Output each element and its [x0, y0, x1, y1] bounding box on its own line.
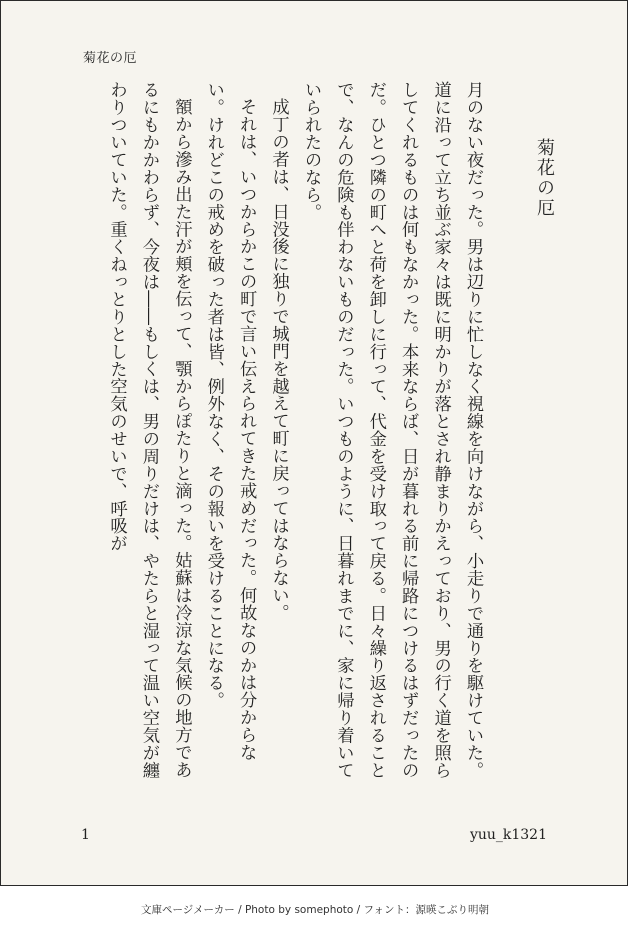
paragraph: 額から滲み出た汗が頬を伝って、顎からぽたりと滴った。姑蘇は冷涼な気候の地方であるにもかかわらず、今夜は――もしくは、男の周りだけは、やたらと湿って温い空気が纏わりついていた。重くねっとりとした空気のせいで、呼吸が — [106, 81, 192, 779]
chapter-title: 菊花の厄 — [534, 138, 555, 218]
paragraph: 成丁の者は、日没後に独りで城門を越えて町に戻ってはならない。 — [268, 98, 289, 622]
running-head: 菊花の厄 — [83, 51, 138, 66]
author-name: yuu_k1321 — [469, 827, 547, 843]
body-text — [100, 81, 489, 793]
page-number: 1 — [81, 827, 90, 843]
credit-line: 文庫ページメーカー / Photo by somephoto / フォント：源暎こぶり明朝 — [140, 904, 490, 916]
paragraph: それは、いつからかこの町で言い伝えられてきた戒めだった。何故なのかは分からない。けれどこの戒めを破った者は皆、例外なく、その報いを受けることになる。 — [203, 81, 257, 762]
paragraph: 月のない夜だった。男は辺りに忙しなく視線を向けながら、小走りで通りを駆けていた。道に沿って立ち並ぶ家々は既に明かりが落とされ静まりかえっており、男の行く道を照らしてくれるものは何もなかった。本来ならば、日が暮れる前に帰路につけるはずだったのだ。ひとつ隣の町へと荷を卸しに行って、代金を受け取って戻る。日々繰り返されることで、なんの危険も伴わないものだった。いつものように、日暮れまでに、家に帰り着いていられたのなら。 — [300, 81, 483, 779]
